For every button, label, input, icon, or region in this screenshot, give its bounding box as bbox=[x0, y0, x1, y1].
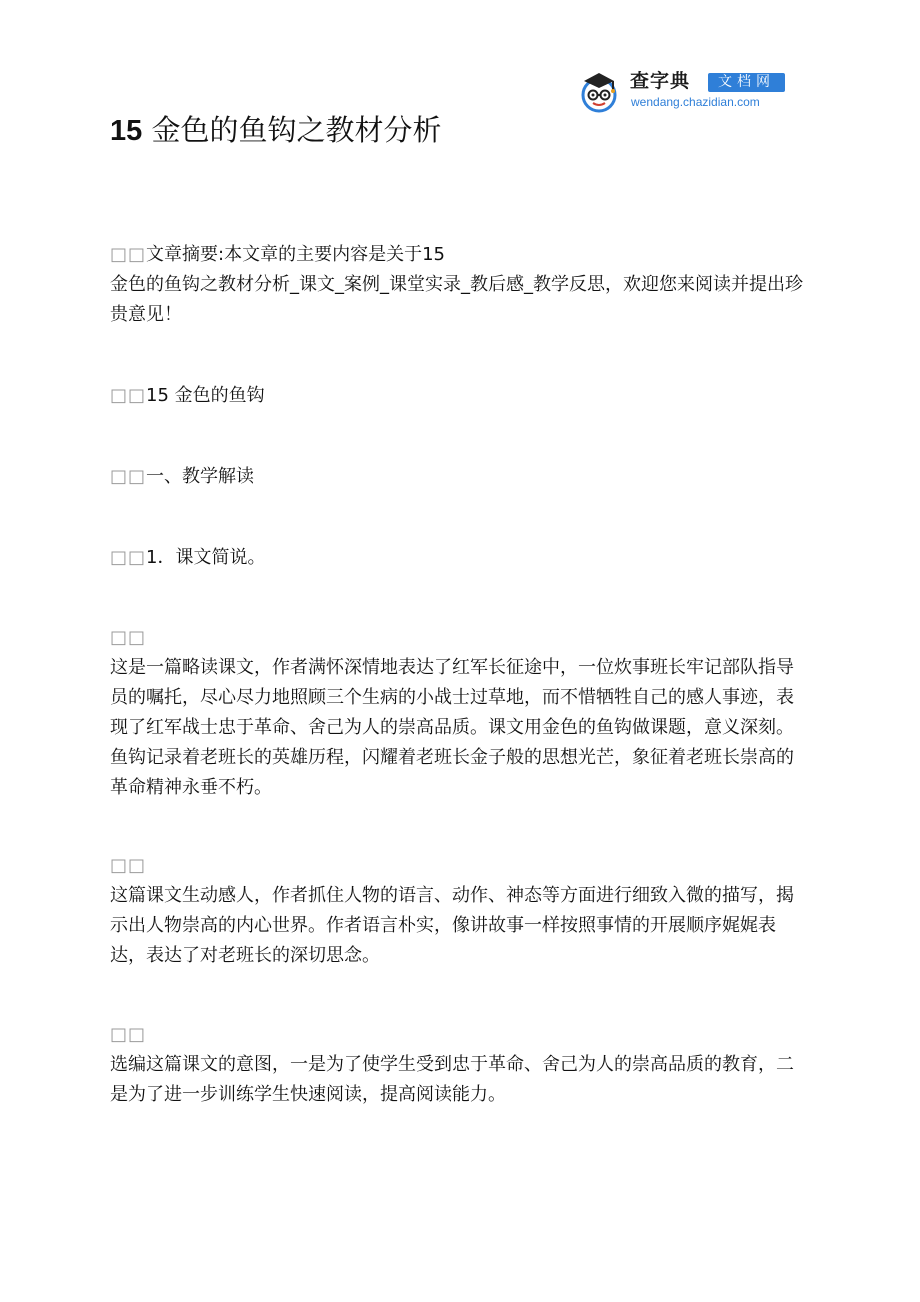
logo-tag: 文档网 bbox=[708, 73, 785, 92]
section-heading-interpretation bbox=[110, 462, 810, 492]
brief-heading-text: 1．课文简说。 bbox=[146, 547, 266, 568]
body-paragraph-1 bbox=[110, 623, 810, 803]
body-text-2: 这篇课文生动感人，作者抓住人物的语言、动作、神态等方面进行细致入微的描写，揭示出人物崇高的内心世界。作者语言朴实，像讲故事一样按照事情的开展顺序娓娓表达，表达了对老班长的深切思念。 bbox=[110, 885, 794, 966]
title-number: 15 bbox=[110, 115, 143, 147]
indent-placeholder: □□ bbox=[110, 855, 147, 876]
body-paragraph-2 bbox=[110, 851, 810, 971]
title-text: 金色的鱼钩之教材分析 bbox=[151, 113, 442, 147]
interpretation-heading-text: 一、教学解读 bbox=[146, 466, 255, 487]
indent-placeholder: □□ bbox=[110, 1024, 147, 1045]
logo-domain: wendang.chazidian.com bbox=[631, 95, 760, 109]
logo-brand-text: 查字典 bbox=[630, 70, 691, 92]
indent-placeholder: □□ bbox=[110, 627, 147, 648]
body-paragraph-3 bbox=[110, 1020, 810, 1110]
indent-placeholder: □□ bbox=[110, 385, 147, 406]
abstract-paragraph bbox=[110, 240, 810, 330]
body-text-1: 这是一篇略读课文，作者满怀深情地表达了红军长征途中，一位炊事班长牢记部队指导员的嘱托，尽心尽力地照顾三个生病的小战士过草地，而不惜牺牲自己的感人事迹，表现了红军战士忠于革命、舍己为人的崇高品质。课文用金色的鱼钩做课题，意义深刻。鱼钩记录着老班长的英雄历程，闪耀着老班长金子般的思想光芒，象征着老班长崇高的革命精神永垂不朽。 bbox=[110, 657, 794, 798]
body-text-3: 选编这篇课文的意图，一是为了使学生受到忠于革命、舍己为人的崇高品质的教育，二是为了进一步训练学生快速阅读，提高阅读能力。 bbox=[110, 1054, 794, 1105]
abstract-label: 文章摘要:本文章的主要内容是关于15 bbox=[146, 244, 445, 265]
document-title bbox=[110, 112, 442, 149]
section-heading-lesson bbox=[110, 381, 810, 411]
section-heading-brief bbox=[110, 543, 810, 573]
indent-placeholder: □□ bbox=[110, 244, 147, 265]
site-logo[interactable] bbox=[576, 67, 806, 113]
abstract-text: 金色的鱼钩之教材分析_课文_案例_课堂实录_教后感_教学反思，欢迎您来阅读并提出珍贵意见！ bbox=[110, 274, 803, 325]
indent-placeholder: □□ bbox=[110, 466, 147, 487]
indent-placeholder: □□ bbox=[110, 547, 147, 568]
lesson-heading-text: 15 金色的鱼钩 bbox=[146, 385, 265, 406]
mascot-icon bbox=[576, 69, 622, 113]
